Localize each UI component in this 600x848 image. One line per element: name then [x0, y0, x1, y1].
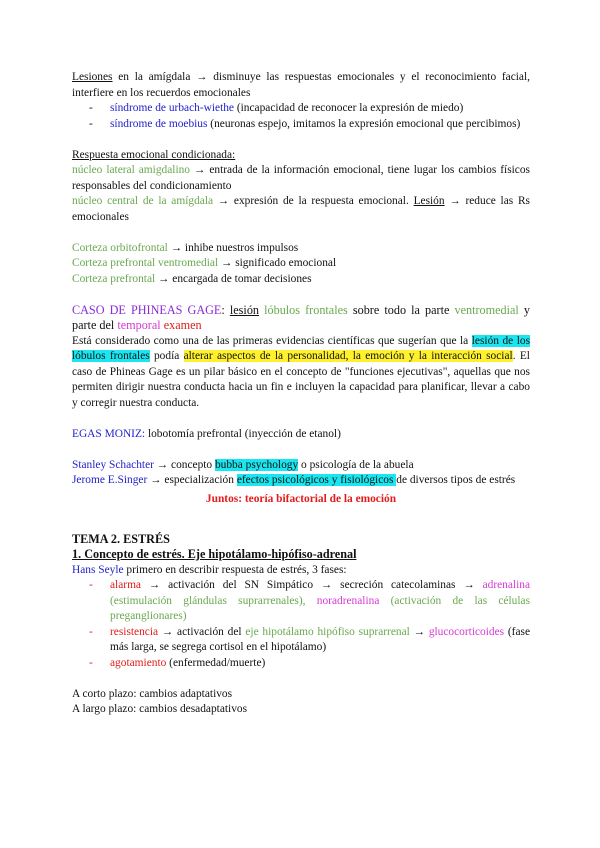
schachter-line: Stanley Schachter → concepto bubba psychology o psicología de la abuela	[72, 458, 414, 471]
gage-heading: CASO DE PHINEAS GAGE: lesión lóbulos frontales sobre todo la parte ventromedial y parte del temporal examen	[72, 302, 531, 332]
gage-paragraph: Está considerado como una de las primeras evidencias científicas que sugerían que la lesión de los lóbulos frontales podía alterar aspectos de la personalidad, la emoción y la interacción social. El caso de Phineas Gage es un pilar básico en el concepto de "funciones ejecutivas", aquellas que nos permiten dirigir nuestra conducta hacia un fin e incluyen la capacidad para planificar, llevar a cabo y corregir nuestra conducta.	[72, 334, 531, 409]
lesiones-term: Lesiones	[72, 71, 113, 83]
tema-title: TEMA 2. ESTRÉS	[72, 531, 170, 546]
section-title: 1. Concepto de estrés. Eje hipotálamo-hipófiso-adrenal	[72, 547, 357, 561]
list-item: - síndrome de urbach-wiethe (incapacidad de reconocer la expresión de miedo)	[72, 101, 530, 117]
list-item: - síndrome de moebius (neuronas espejo, imitamos la expresión emocional que percibimos)	[72, 117, 530, 133]
list-item: - alarma → activación del SN Simpático → secreción catecolaminas → adrenalina (estimulación glándulas suprarrenales), noradrenalina (activación de las células preganglionares)	[72, 578, 530, 625]
list-item: - resistencia → activación del eje hipotálamo hipófiso suprarrenal → glucocorticoides (fase más larga, se segrega cortisol en el hipotálamo)	[72, 625, 530, 656]
singer-line: Jerome E.Singer → especialización efectos psicológicos y fisiológicos de diversos tipos de estrés	[72, 474, 516, 486]
stress-phases-list	[72, 578, 530, 671]
moniz-line: EGAS MONIZ: lobotomía prefrontal (inyección de etanol)	[72, 427, 341, 440]
amygdala-lesions-paragraph: Lesiones en la amígdala → disminuye las respuestas emocionales y el reconocimiento facial, interfiere en los recuerdos emocionales	[72, 71, 530, 99]
long-term-line: A largo plazo: cambios desadaptativos	[72, 703, 248, 715]
list-item: - agotamiento (enfermedad/muerte)	[72, 656, 530, 672]
amygdala-syndromes-list	[72, 101, 530, 132]
selye-line: Hans Seyle primero en describir respuesta de estrés, 3 fases:	[72, 563, 347, 576]
lateral-nucleus-paragraph: núcleo lateral amigdalino → entrada de la información emocional, tiene lugar los cambios físicos responsables del condicionamiento	[72, 164, 530, 192]
cortex-line: Corteza prefrontal → encargada de tomar decisiones	[72, 272, 312, 285]
cortex-line: Corteza orbitofrontal → inhibe nuestros impulsos	[72, 241, 299, 254]
bifactorial-theory-line: Juntos: teoría bifactorial de la emoción	[205, 492, 397, 505]
central-nucleus-paragraph: núcleo central de la amígdala → expresión de la respuesta emocional. Lesión → reduce las Rs emocionales	[72, 195, 530, 223]
document-page	[72, 70, 530, 718]
conditioned-response-heading: Respuesta emocional condicionada:	[72, 148, 236, 161]
cortex-line: Corteza prefrontal ventromedial → significado emocional	[72, 257, 337, 269]
short-term-line: A corto plazo: cambios adaptativos	[72, 687, 233, 700]
